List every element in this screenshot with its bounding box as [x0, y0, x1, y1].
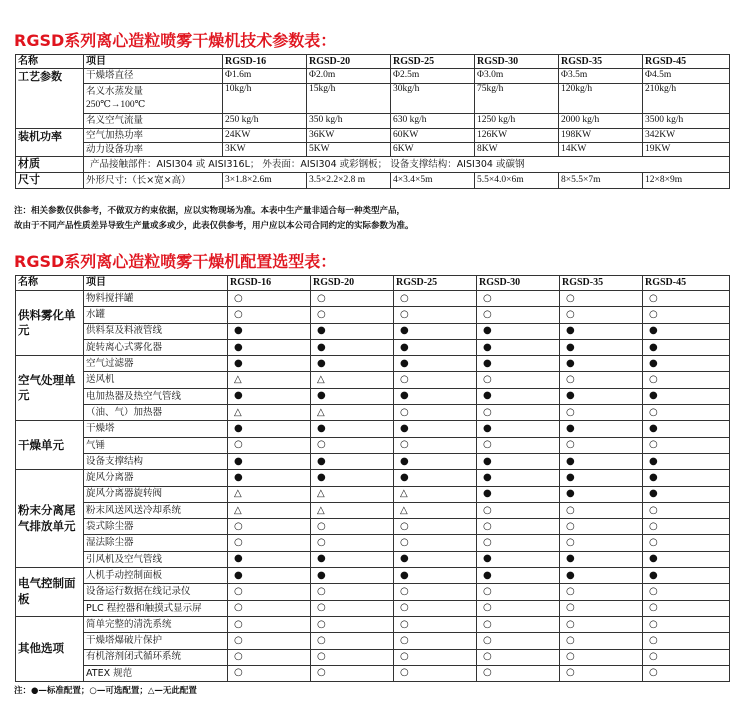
- config-mark: ●: [311, 388, 394, 404]
- config-row: [16, 388, 730, 404]
- config-mark: ●: [228, 551, 311, 567]
- config-mark: ●: [643, 486, 730, 502]
- config-mark: ○: [394, 633, 477, 649]
- config-row: [16, 568, 730, 584]
- spec-table: [15, 54, 730, 189]
- config-mark: ○: [477, 584, 560, 600]
- motor-power-label: 动力设备功率: [84, 143, 223, 157]
- config-item-label: 干燥塔爆破片保护: [84, 633, 228, 649]
- config-header-model: RGSD-30: [477, 276, 560, 291]
- config-row: [16, 584, 730, 600]
- motor-power-row: [16, 143, 730, 157]
- evaporation-value: 75kg/h: [475, 84, 559, 114]
- config-item-label: PLC 程控器和触摸式显示屏: [84, 600, 228, 616]
- config-row: [16, 405, 730, 421]
- config-item-label: 袋式除尘器: [84, 519, 228, 535]
- config-mark: ○: [394, 649, 477, 665]
- config-mark: ●: [560, 568, 643, 584]
- motor-power-value: 14KW: [559, 143, 643, 157]
- config-mark: △: [311, 372, 394, 388]
- size-row: [16, 172, 730, 188]
- config-header-name: 名称: [16, 276, 84, 291]
- heating-power-value: 60KW: [391, 129, 475, 143]
- config-mark: ○: [311, 649, 394, 665]
- config-mark: ○: [394, 584, 477, 600]
- config-row: [16, 356, 730, 372]
- config-item-label: 空气过滤器: [84, 356, 228, 372]
- config-item-label: 有机溶剂闭式循环系统: [84, 649, 228, 665]
- airflow-value: 250 kg/h: [223, 114, 307, 129]
- config-mark: ○: [643, 372, 730, 388]
- airflow-value: 1250 kg/h: [475, 114, 559, 129]
- config-header-model: RGSD-16: [228, 276, 311, 291]
- config-row: [16, 535, 730, 551]
- config-mark: ○: [560, 535, 643, 551]
- spec-header-model: RGSD-16: [223, 55, 307, 69]
- config-mark: ○: [228, 291, 311, 307]
- airflow-row: [16, 114, 730, 129]
- config-mark: ●: [477, 470, 560, 486]
- config-mark: ○: [643, 307, 730, 323]
- config-mark: ●: [560, 486, 643, 502]
- heating-power-label: 空气加热功率: [84, 129, 223, 143]
- config-mark: ○: [643, 665, 730, 681]
- config-mark: ○: [311, 633, 394, 649]
- size-value: 4×3.4×5m: [391, 172, 475, 188]
- config-mark: ○: [394, 372, 477, 388]
- tower-diameter-value: Φ2.5m: [391, 69, 475, 84]
- config-mark: ○: [311, 616, 394, 632]
- config-mark: ●: [228, 568, 311, 584]
- size-value: 3.5×2.2×2.8 m: [307, 172, 391, 188]
- config-item-label: 人机手动控制面板: [84, 568, 228, 584]
- config-mark: ○: [560, 307, 643, 323]
- config-mark: ●: [228, 470, 311, 486]
- airflow-value: 2000 kg/h: [559, 114, 643, 129]
- config-row: [16, 453, 730, 469]
- process-group-label: 工艺参数: [16, 69, 84, 129]
- config-mark: ●: [477, 421, 560, 437]
- config-mark: ●: [394, 388, 477, 404]
- config-mark: △: [311, 486, 394, 502]
- config-mark: ○: [477, 600, 560, 616]
- config-mark: ○: [477, 502, 560, 518]
- config-row: [16, 502, 730, 518]
- config-row: [16, 421, 730, 437]
- config-mark: ○: [643, 502, 730, 518]
- config-mark: ●: [228, 339, 311, 355]
- config-item-label: 简单完整的清洗系统: [84, 616, 228, 632]
- config-mark: ○: [394, 405, 477, 421]
- config-mark: ○: [477, 616, 560, 632]
- config-mark: ●: [311, 356, 394, 372]
- config-mark: ○: [560, 437, 643, 453]
- evaporation-row-1: [16, 84, 730, 99]
- config-mark: ●: [477, 568, 560, 584]
- config-mark: ○: [643, 633, 730, 649]
- config-row: [16, 633, 730, 649]
- config-mark: ○: [228, 633, 311, 649]
- config-mark: ○: [311, 600, 394, 616]
- config-mark: ●: [477, 323, 560, 339]
- spec-header-model: RGSD-25: [391, 55, 475, 69]
- config-mark: ○: [560, 584, 643, 600]
- config-group-label: 空气处理单元: [16, 356, 84, 421]
- config-row: [16, 307, 730, 323]
- evaporation-value: 15kg/h: [307, 84, 391, 114]
- config-mark: ●: [560, 356, 643, 372]
- config-mark: ○: [477, 372, 560, 388]
- config-mark: ●: [311, 568, 394, 584]
- heating-power-value: 126KW: [475, 129, 559, 143]
- config-mark: ○: [560, 519, 643, 535]
- config-mark: ●: [311, 551, 394, 567]
- config-mark: ○: [643, 616, 730, 632]
- heating-power-value: 24KW: [223, 129, 307, 143]
- config-mark: △: [228, 486, 311, 502]
- config-mark: ○: [228, 584, 311, 600]
- config-mark: ○: [477, 437, 560, 453]
- tower-diameter-value: Φ3.5m: [559, 69, 643, 84]
- config-mark: ○: [228, 600, 311, 616]
- spec-note-line-2: 故由于不同产品性质差异导致生产量或多或少，此表仅供参考，用户应以本公司合同约定的实际参数为准。: [14, 221, 414, 231]
- config-mark: ○: [477, 307, 560, 323]
- config-row: [16, 470, 730, 486]
- size-value: 3×1.8×2.6m: [223, 172, 307, 188]
- config-header-row: [16, 276, 730, 291]
- config-mark: ●: [477, 453, 560, 469]
- config-mark: ●: [643, 453, 730, 469]
- config-mark: ○: [311, 535, 394, 551]
- config-mark: △: [311, 405, 394, 421]
- config-mark: ●: [643, 356, 730, 372]
- heating-power-value: 198KW: [559, 129, 643, 143]
- config-mark: ○: [477, 649, 560, 665]
- config-item-label: 设备运行数据在线记录仪: [84, 584, 228, 600]
- config-mark: ○: [643, 405, 730, 421]
- tower-diameter-row: [16, 69, 730, 84]
- config-mark: ●: [311, 339, 394, 355]
- config-mark: ○: [394, 535, 477, 551]
- config-mark: ●: [643, 568, 730, 584]
- config-mark: ○: [228, 665, 311, 681]
- config-mark: ○: [643, 519, 730, 535]
- config-row: [16, 616, 730, 632]
- heating-power-row: [16, 129, 730, 143]
- config-mark: ○: [311, 519, 394, 535]
- motor-power-value: 6KW: [391, 143, 475, 157]
- config-item-label: 干燥塔: [84, 421, 228, 437]
- config-mark: ●: [228, 323, 311, 339]
- config-item-label: 旋转离心式雾化器: [84, 339, 228, 355]
- config-mark: ○: [643, 535, 730, 551]
- airflow-value: 350 kg/h: [307, 114, 391, 129]
- config-mark: ●: [477, 339, 560, 355]
- config-mark: △: [311, 502, 394, 518]
- config-row: [16, 486, 730, 502]
- config-mark: ○: [560, 633, 643, 649]
- config-mark: ●: [643, 470, 730, 486]
- config-mark: ○: [477, 291, 560, 307]
- config-mark: ○: [477, 519, 560, 535]
- config-mark: ○: [228, 535, 311, 551]
- config-mark: ●: [394, 470, 477, 486]
- config-mark: ●: [560, 388, 643, 404]
- spec-note-line-1: 注：相关参数仅供参考，不做双方约束依据，应以实物现场为准。本表中生产量非适合每一种类型产品，: [14, 206, 406, 216]
- config-item-label: 气锤: [84, 437, 228, 453]
- config-mark: ●: [643, 421, 730, 437]
- config-mark: ○: [560, 405, 643, 421]
- size-value: 12×8×9m: [643, 172, 730, 188]
- config-mark: ●: [394, 356, 477, 372]
- config-row: [16, 649, 730, 665]
- config-mark: ○: [394, 665, 477, 681]
- config-item-label: 送风机: [84, 372, 228, 388]
- config-mark: ●: [560, 470, 643, 486]
- config-item-label: 设备支撑结构: [84, 453, 228, 469]
- config-mark: ●: [477, 551, 560, 567]
- evaporation-value: 10kg/h: [223, 84, 307, 114]
- config-mark: ○: [311, 307, 394, 323]
- size-label: 外形尺寸:（长×宽×高）: [84, 172, 223, 188]
- evaporation-label: 名义水蒸发量: [84, 84, 223, 99]
- config-mark: ●: [311, 323, 394, 339]
- config-header-model: RGSD-25: [394, 276, 477, 291]
- motor-power-value: 19KW: [643, 143, 730, 157]
- config-mark: ○: [560, 649, 643, 665]
- spec-header-model: RGSD-30: [475, 55, 559, 69]
- spec-header-item: 项目: [84, 55, 223, 69]
- airflow-value: 630 kg/h: [391, 114, 475, 129]
- config-mark: ○: [228, 649, 311, 665]
- config-item-label: 电加热器及热空气管线: [84, 388, 228, 404]
- config-mark: ○: [394, 307, 477, 323]
- size-value: 5.5×4.0×6m: [475, 172, 559, 188]
- config-group-label: 其他选项: [16, 616, 84, 681]
- config-header-model: RGSD-20: [311, 276, 394, 291]
- airflow-value: 3500 kg/h: [643, 114, 730, 129]
- config-row: [16, 600, 730, 616]
- config-mark: ●: [643, 339, 730, 355]
- evaporation-value: 30kg/h: [391, 84, 475, 114]
- evaporation-condition: 250℃→100℃: [84, 99, 223, 114]
- material-row: [16, 157, 730, 173]
- config-row: [16, 323, 730, 339]
- config-mark: ●: [311, 453, 394, 469]
- config-mark: ○: [643, 584, 730, 600]
- config-mark: ●: [311, 421, 394, 437]
- config-mark: ○: [477, 633, 560, 649]
- config-table: [15, 275, 730, 682]
- config-item-label: 旋风分离器: [84, 470, 228, 486]
- spec-header-row: [16, 55, 730, 69]
- config-mark: ○: [643, 437, 730, 453]
- config-legend-note: 注：●—标准配置；○—可选配置；△—无此配置: [14, 686, 197, 696]
- config-mark: △: [228, 372, 311, 388]
- config-mark: ○: [228, 519, 311, 535]
- config-mark: ○: [311, 665, 394, 681]
- config-mark: ●: [228, 453, 311, 469]
- config-mark: ○: [477, 535, 560, 551]
- motor-power-value: 8KW: [475, 143, 559, 157]
- config-mark: ○: [560, 291, 643, 307]
- config-mark: ○: [643, 291, 730, 307]
- config-mark: △: [394, 486, 477, 502]
- config-row: [16, 519, 730, 535]
- airflow-label: 名义空气流量: [84, 114, 223, 129]
- config-mark: ●: [394, 421, 477, 437]
- config-header-model: RGSD-45: [643, 276, 730, 291]
- config-mark: ●: [560, 339, 643, 355]
- config-row: [16, 551, 730, 567]
- motor-power-value: 3KW: [223, 143, 307, 157]
- config-mark: ●: [477, 486, 560, 502]
- config-mark: ●: [394, 339, 477, 355]
- tower-diameter-value: Φ4.5m: [643, 69, 730, 84]
- config-mark: ○: [394, 600, 477, 616]
- config-mark: ○: [560, 665, 643, 681]
- config-mark: ●: [643, 323, 730, 339]
- material-group-label: 材质: [16, 157, 84, 173]
- material-text: 产品接触部件：AISI304 或 AISI316L； 外表面：AISI304 或彩钢板； 设备支撑结构：AISI304 或碳钢: [84, 157, 730, 173]
- spec-header-name: 名称: [16, 55, 84, 69]
- config-mark: ○: [560, 372, 643, 388]
- config-item-label: 引风机及空气管线: [84, 551, 228, 567]
- config-mark: ●: [560, 453, 643, 469]
- config-mark: △: [228, 502, 311, 518]
- motor-power-value: 5KW: [307, 143, 391, 157]
- config-mark: ○: [311, 291, 394, 307]
- config-mark: ●: [228, 356, 311, 372]
- config-mark: ●: [311, 470, 394, 486]
- config-mark: ○: [394, 291, 477, 307]
- config-mark: ●: [643, 551, 730, 567]
- size-group-label: 尺寸: [16, 172, 84, 188]
- config-mark: ○: [477, 665, 560, 681]
- config-mark: ●: [394, 453, 477, 469]
- config-mark: ○: [394, 519, 477, 535]
- config-mark: ○: [311, 584, 394, 600]
- tower-diameter-label: 干燥塔直径: [84, 69, 223, 84]
- config-header-model: RGSD-35: [560, 276, 643, 291]
- heating-power-value: 36KW: [307, 129, 391, 143]
- config-item-label: 粉末风送风送冷却系统: [84, 502, 228, 518]
- config-item-label: 物料搅拌罐: [84, 291, 228, 307]
- config-row: [16, 339, 730, 355]
- config-row: [16, 291, 730, 307]
- config-item-label: （油、气）加热器: [84, 405, 228, 421]
- config-item-label: 水罐: [84, 307, 228, 323]
- config-row: [16, 437, 730, 453]
- evaporation-value: 210kg/h: [643, 84, 730, 114]
- size-value: 8×5.5×7m: [559, 172, 643, 188]
- config-mark: ●: [560, 421, 643, 437]
- config-mark: ○: [560, 502, 643, 518]
- config-mark: ●: [477, 356, 560, 372]
- power-group-label: 装机功率: [16, 129, 84, 157]
- config-mark: △: [228, 405, 311, 421]
- heating-power-value: 342KW: [643, 129, 730, 143]
- tower-diameter-value: Φ3.0m: [475, 69, 559, 84]
- config-row: [16, 665, 730, 681]
- tower-diameter-value: Φ1.6m: [223, 69, 307, 84]
- config-item-label: 供料泵及料液管线: [84, 323, 228, 339]
- config-mark: ●: [394, 551, 477, 567]
- config-group-label: 供料雾化单元: [16, 291, 84, 356]
- config-item-label: 旋风分离器旋转阀: [84, 486, 228, 502]
- config-mark: ●: [394, 568, 477, 584]
- config-mark: ○: [394, 437, 477, 453]
- config-mark: △: [394, 502, 477, 518]
- tower-diameter-value: Φ2.0m: [307, 69, 391, 84]
- spec-header-model: RGSD-45: [643, 55, 730, 69]
- spec-table-title: RGSD系列离心造粒喷雾干燥机技术参数表：: [14, 31, 337, 50]
- config-item-label: ATEX 规范: [84, 665, 228, 681]
- config-row: [16, 372, 730, 388]
- config-mark: ●: [643, 388, 730, 404]
- config-table-title: RGSD系列离心造粒喷雾干燥机配置选型表：: [14, 252, 337, 271]
- config-mark: ●: [560, 551, 643, 567]
- config-mark: ●: [228, 421, 311, 437]
- config-group-label: 干燥单元: [16, 421, 84, 470]
- config-group-label: 粉末分离尾气排放单元: [16, 470, 84, 568]
- config-mark: ●: [228, 388, 311, 404]
- config-mark: ○: [643, 649, 730, 665]
- spec-header-model: RGSD-20: [307, 55, 391, 69]
- evaporation-value: 120kg/h: [559, 84, 643, 114]
- config-mark: ○: [560, 600, 643, 616]
- config-mark: ○: [311, 437, 394, 453]
- config-group-label: 电气控制面板: [16, 568, 84, 617]
- config-item-label: 湿法除尘器: [84, 535, 228, 551]
- config-mark: ○: [228, 616, 311, 632]
- config-header-item: 项目: [84, 276, 228, 291]
- config-mark: ○: [643, 600, 730, 616]
- config-mark: ●: [560, 323, 643, 339]
- config-mark: ○: [228, 307, 311, 323]
- config-mark: ○: [394, 616, 477, 632]
- config-mark: ○: [228, 437, 311, 453]
- spec-header-model: RGSD-35: [559, 55, 643, 69]
- config-mark: ●: [477, 388, 560, 404]
- config-mark: ●: [394, 323, 477, 339]
- config-mark: ○: [477, 405, 560, 421]
- config-mark: ○: [560, 616, 643, 632]
